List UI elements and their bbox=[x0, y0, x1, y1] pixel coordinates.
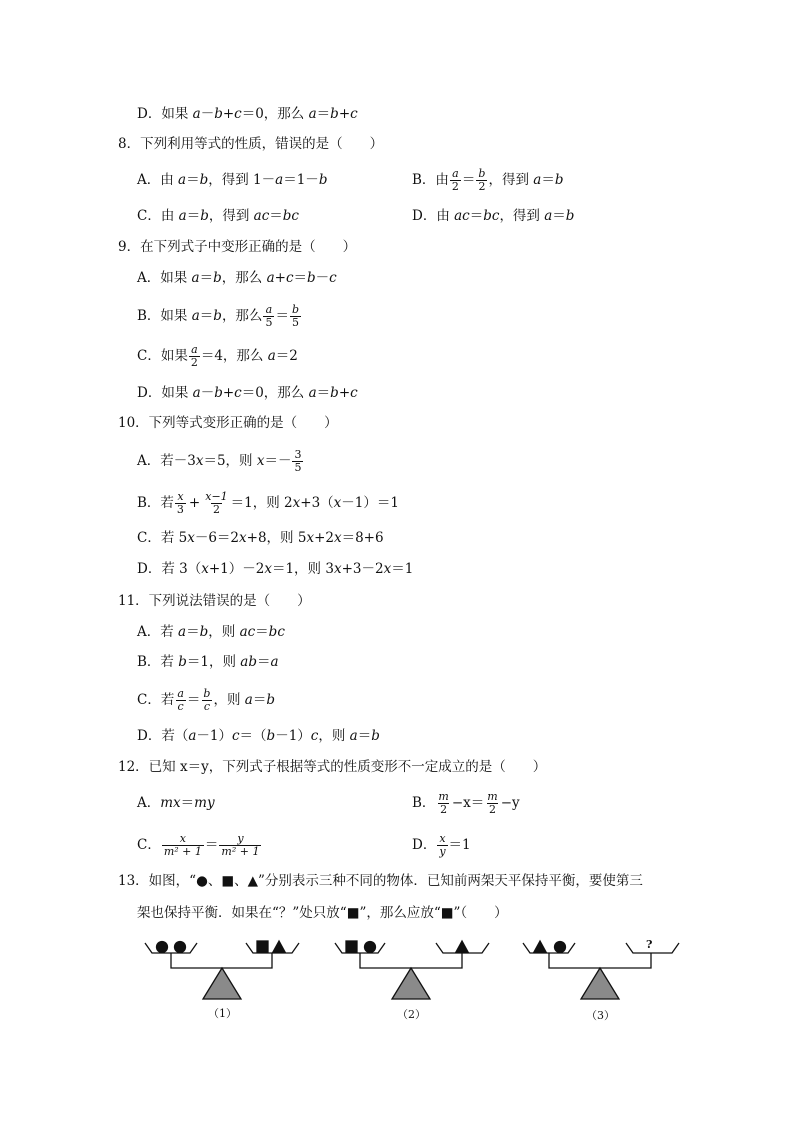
fulcrum bbox=[203, 968, 241, 999]
var: x bbox=[239, 530, 247, 546]
var: b bbox=[266, 728, 276, 744]
var: a bbox=[275, 172, 284, 188]
q10-stem bbox=[118, 413, 338, 433]
text: ＝ bbox=[199, 270, 214, 286]
left-pan bbox=[523, 943, 575, 953]
left-pan bbox=[335, 943, 385, 953]
q12-stem bbox=[118, 757, 546, 777]
text: ，得到 bbox=[499, 208, 540, 224]
var: c bbox=[350, 385, 358, 401]
question-text: 12．已知 x＝y，下列式子根据等式的性质变形不一定成立的是（ ） bbox=[118, 759, 547, 775]
text: ，得到 bbox=[208, 208, 250, 224]
balance-2 bbox=[335, 941, 489, 999]
var: x bbox=[292, 495, 301, 511]
text: B．若 bbox=[137, 654, 174, 670]
text: ＝ bbox=[552, 208, 566, 224]
denominator: 2 bbox=[478, 179, 486, 193]
var: c bbox=[234, 385, 242, 401]
fraction bbox=[175, 688, 186, 713]
q8-option-a[interactable] bbox=[137, 170, 327, 190]
q11-stem bbox=[118, 591, 311, 611]
fraction bbox=[485, 791, 499, 816]
q11-option-d[interactable] bbox=[137, 726, 380, 746]
text: ＝1，则 3 bbox=[271, 561, 334, 577]
denominator: 5 bbox=[265, 315, 273, 329]
text: － bbox=[315, 270, 330, 286]
q8-stem bbox=[118, 134, 383, 154]
text: ，那么 bbox=[221, 308, 263, 324]
denominator: m² + 1 bbox=[221, 844, 260, 858]
var: b bbox=[330, 106, 339, 122]
var: x bbox=[383, 561, 392, 577]
var: ac bbox=[454, 208, 470, 224]
var: a bbox=[191, 308, 200, 324]
fraction bbox=[436, 791, 450, 816]
text: ＝5，则 bbox=[203, 453, 253, 469]
text: ＝2 bbox=[275, 348, 298, 364]
var: a bbox=[192, 385, 201, 401]
text: +3－2 bbox=[341, 561, 384, 577]
var: mx bbox=[160, 795, 181, 811]
var: a bbox=[308, 385, 317, 401]
question-text: 10．下列等式变形正确的是（ ） bbox=[118, 415, 338, 431]
right-pan bbox=[246, 943, 299, 953]
text: －1） bbox=[275, 728, 311, 744]
q11-option-c[interactable] bbox=[137, 686, 275, 714]
q8-option-d[interactable] bbox=[412, 206, 574, 226]
text: + bbox=[274, 270, 286, 286]
beam bbox=[360, 953, 462, 968]
q7-option-d[interactable] bbox=[137, 104, 358, 124]
denominator: 5 bbox=[294, 460, 302, 474]
fraction bbox=[292, 449, 303, 474]
q12-option-b[interactable] bbox=[412, 789, 520, 817]
denominator: c bbox=[177, 699, 184, 713]
fulcrum bbox=[581, 968, 619, 999]
var: x bbox=[306, 530, 315, 546]
text: ，得到 1－ bbox=[208, 172, 276, 188]
text: ＝ bbox=[255, 624, 269, 640]
text: −y bbox=[500, 795, 520, 811]
numerator: a bbox=[191, 342, 198, 356]
text: ＝－ bbox=[264, 453, 292, 469]
text: ＝ bbox=[186, 692, 201, 708]
fraction bbox=[476, 168, 487, 193]
numerator: m bbox=[487, 789, 498, 803]
var: b bbox=[330, 385, 339, 401]
var: a bbox=[308, 106, 317, 122]
circle-object bbox=[175, 942, 186, 953]
q9-option-b[interactable] bbox=[137, 302, 302, 330]
var: b bbox=[266, 692, 275, 708]
denominator: 2 bbox=[451, 179, 459, 193]
text: ＝ bbox=[316, 106, 331, 122]
denominator: c bbox=[203, 699, 211, 713]
var: bc bbox=[483, 208, 500, 224]
numerator: x bbox=[177, 489, 184, 503]
text: ＝1－ bbox=[283, 172, 319, 188]
question-text: 8．下列利用等式的性质，错误的是（ ） bbox=[118, 136, 384, 152]
text: ＝ bbox=[269, 208, 283, 224]
fraction bbox=[290, 304, 301, 329]
text: －1）＝1 bbox=[341, 495, 399, 511]
var: c bbox=[350, 106, 358, 122]
denominator: 3 bbox=[176, 502, 184, 516]
text: ＝1，则 2 bbox=[230, 495, 293, 511]
text: C．如果 bbox=[137, 348, 188, 364]
q11-option-b[interactable] bbox=[137, 652, 279, 672]
text: −x＝ bbox=[451, 795, 485, 811]
numerator: b bbox=[291, 302, 299, 316]
var: b bbox=[565, 208, 575, 224]
text: D．由 bbox=[412, 208, 450, 224]
text: －1） bbox=[196, 728, 232, 744]
var: a bbox=[244, 692, 253, 708]
var: b bbox=[307, 270, 316, 286]
var: x bbox=[333, 530, 342, 546]
text: +8，则 5 bbox=[246, 530, 307, 546]
text: ，则 bbox=[318, 728, 346, 744]
var: b bbox=[199, 172, 209, 188]
text: ＝ bbox=[186, 624, 200, 640]
var: a bbox=[192, 106, 201, 122]
question-text: 13．如图，“●、■、▲”分别表示三种不同的物体．已知前两架天平保持平衡，要使第三 bbox=[118, 873, 643, 889]
text: ＝0，那么 bbox=[241, 106, 305, 122]
text: + bbox=[338, 106, 351, 122]
text: ＝ bbox=[275, 308, 289, 324]
var: bc bbox=[268, 624, 285, 640]
denominator: y bbox=[439, 844, 446, 858]
var: ac bbox=[253, 208, 270, 224]
var: a bbox=[349, 728, 358, 744]
q10-option-b[interactable] bbox=[137, 488, 399, 518]
denominator: 2 bbox=[190, 355, 198, 369]
var: a bbox=[270, 654, 279, 670]
q13-stem-line2 bbox=[137, 903, 508, 923]
numerator: b bbox=[203, 686, 211, 700]
numerator: y bbox=[237, 831, 244, 845]
fraction bbox=[219, 833, 261, 858]
fraction bbox=[175, 491, 186, 516]
beam bbox=[171, 953, 272, 968]
text: ＝ bbox=[293, 270, 307, 286]
text: ＝0，那么 bbox=[241, 385, 305, 401]
numerator: m bbox=[438, 789, 449, 803]
q9-option-a[interactable] bbox=[137, 268, 337, 288]
fraction bbox=[189, 344, 200, 369]
text: ＝ bbox=[316, 385, 331, 401]
text: C．由 bbox=[137, 208, 175, 224]
text: +3（ bbox=[300, 495, 334, 511]
text: ＝ bbox=[180, 795, 195, 811]
var: b bbox=[213, 270, 222, 286]
fraction bbox=[437, 833, 447, 858]
triangle-object bbox=[456, 941, 468, 952]
text: ＝（ bbox=[239, 728, 267, 744]
text: ，那么 bbox=[221, 270, 263, 286]
text: ，则 bbox=[208, 624, 236, 640]
right-pan bbox=[626, 943, 679, 953]
var: a bbox=[266, 270, 275, 286]
square-object bbox=[346, 941, 357, 952]
numerator: x bbox=[179, 831, 186, 845]
q10-option-c[interactable] bbox=[137, 528, 384, 548]
text: B．如果 bbox=[137, 308, 188, 324]
var: a bbox=[267, 348, 276, 364]
var: b bbox=[371, 728, 380, 744]
var: b bbox=[214, 106, 223, 122]
q9-option-c[interactable] bbox=[137, 342, 298, 370]
balance-figures bbox=[140, 935, 700, 1025]
text: ＝ bbox=[461, 172, 476, 188]
var: b bbox=[214, 385, 223, 401]
var: b bbox=[213, 308, 222, 324]
var: bc bbox=[282, 208, 299, 224]
text: B． bbox=[412, 795, 436, 811]
denominator: 2 bbox=[440, 802, 448, 816]
text: A．由 bbox=[137, 172, 174, 188]
var: x bbox=[333, 561, 342, 577]
var: a bbox=[178, 172, 187, 188]
numerator: b bbox=[478, 166, 486, 180]
text: ＝1 bbox=[391, 561, 414, 577]
var: x bbox=[187, 530, 195, 546]
question-mark-label: ? bbox=[646, 938, 653, 951]
numerator: x−1 bbox=[205, 489, 228, 503]
figure-label-3: （3） bbox=[586, 1009, 615, 1022]
triangle-object bbox=[273, 941, 285, 952]
var: ac bbox=[239, 624, 256, 640]
var: c bbox=[329, 270, 337, 286]
q8-option-b[interactable] bbox=[412, 166, 563, 194]
text: +2 bbox=[314, 530, 334, 546]
numerator: a bbox=[177, 686, 184, 700]
text: +1）－2 bbox=[208, 561, 265, 577]
triangle-object bbox=[534, 941, 546, 952]
q12-option-d[interactable] bbox=[412, 829, 471, 861]
var: c bbox=[310, 728, 319, 744]
var: a bbox=[544, 208, 553, 224]
denominator: m² + 1 bbox=[163, 844, 202, 858]
var: b bbox=[318, 172, 328, 188]
var: b bbox=[199, 624, 209, 640]
fraction bbox=[162, 833, 204, 858]
q10-option-a[interactable] bbox=[137, 446, 304, 476]
text: A．若－3 bbox=[137, 453, 196, 469]
text: A．若 bbox=[137, 624, 174, 640]
text: + bbox=[338, 385, 351, 401]
var: a bbox=[533, 172, 542, 188]
q10-option-d[interactable] bbox=[137, 559, 413, 579]
balance-3 bbox=[523, 941, 679, 999]
text: ＝4，那么 bbox=[200, 348, 264, 364]
var: x bbox=[333, 495, 342, 511]
text: ＝ bbox=[357, 728, 372, 744]
fraction bbox=[450, 168, 461, 193]
balance-1 bbox=[145, 941, 299, 999]
fraction bbox=[263, 304, 274, 329]
question-text: 11．下列说法错误的是（ ） bbox=[118, 593, 311, 609]
text: ，得到 bbox=[488, 172, 529, 188]
square-object bbox=[257, 941, 268, 952]
var: c bbox=[234, 106, 242, 122]
text: ＝ bbox=[469, 208, 484, 224]
var: a bbox=[178, 624, 187, 640]
denominator: 2 bbox=[489, 802, 497, 816]
text: A．如果 bbox=[137, 270, 188, 286]
question-text: 9．在下列式子中变形正确的是（ ） bbox=[118, 239, 357, 255]
var: x bbox=[264, 561, 272, 577]
q8-option-c[interactable] bbox=[137, 206, 299, 226]
text: ＝1，则 bbox=[186, 654, 236, 670]
text: ，则 bbox=[213, 692, 241, 708]
var: b bbox=[200, 208, 209, 224]
var: a bbox=[191, 270, 200, 286]
circle-object bbox=[157, 942, 168, 953]
var: x bbox=[201, 561, 209, 577]
text: D．如果 bbox=[137, 385, 189, 401]
text: ＝1 bbox=[448, 837, 471, 853]
question-text: 架也保持平衡．如果在“？”处只放“■”，那么应放“■”（ ） bbox=[137, 905, 508, 921]
text: ＝ bbox=[186, 208, 201, 224]
text: －6＝2 bbox=[194, 530, 240, 546]
var: b bbox=[554, 172, 564, 188]
q9-option-d[interactable] bbox=[137, 383, 358, 403]
text: C． bbox=[137, 837, 161, 853]
q11-option-a[interactable] bbox=[137, 622, 285, 642]
text: D． bbox=[412, 837, 437, 853]
var: ab bbox=[240, 654, 257, 670]
text: C．若 5 bbox=[137, 530, 188, 546]
circle-object bbox=[365, 942, 376, 953]
var: x bbox=[195, 453, 204, 469]
numerator: 3 bbox=[294, 447, 302, 461]
text: A． bbox=[137, 795, 161, 811]
q13-stem-line1 bbox=[118, 871, 643, 891]
text: B．由 bbox=[412, 172, 449, 188]
fraction bbox=[203, 491, 229, 516]
text: ＝ bbox=[541, 172, 555, 188]
text: ＝ bbox=[252, 692, 267, 708]
circle-object bbox=[555, 942, 566, 953]
text: ＝8+6 bbox=[341, 530, 384, 546]
numerator: a bbox=[452, 166, 459, 180]
var: c bbox=[285, 270, 294, 286]
text: + bbox=[188, 495, 201, 511]
denominator: 2 bbox=[212, 502, 220, 516]
beam bbox=[549, 953, 651, 968]
text: ＝ bbox=[199, 308, 214, 324]
text: D．若（ bbox=[137, 728, 189, 744]
text: － bbox=[200, 106, 215, 122]
left-pan bbox=[145, 943, 197, 953]
text: D．若 3（ bbox=[137, 561, 202, 577]
var: a bbox=[188, 728, 197, 744]
denominator: 5 bbox=[291, 315, 299, 329]
var: a bbox=[178, 208, 187, 224]
text: D．如果 bbox=[137, 106, 189, 122]
var: x bbox=[256, 453, 265, 469]
figure-label-2: （2） bbox=[397, 1008, 426, 1021]
fraction bbox=[201, 688, 212, 713]
text: B．若 bbox=[137, 495, 174, 511]
fulcrum bbox=[392, 968, 430, 999]
numerator: a bbox=[265, 302, 273, 316]
text: ＝ bbox=[186, 172, 200, 188]
var: c bbox=[231, 728, 240, 744]
numerator: x bbox=[439, 831, 446, 845]
var: b bbox=[178, 654, 187, 670]
var: my bbox=[194, 795, 215, 811]
text: － bbox=[200, 385, 215, 401]
text: C．若 bbox=[137, 692, 175, 708]
q9-stem bbox=[118, 237, 356, 257]
text: + bbox=[222, 385, 235, 401]
q12-option-a[interactable] bbox=[137, 793, 215, 813]
text: ＝ bbox=[256, 654, 271, 670]
text: + bbox=[222, 106, 235, 122]
text: ＝ bbox=[204, 837, 219, 853]
figure-label-1: （1） bbox=[208, 1007, 237, 1020]
q12-option-c[interactable] bbox=[137, 829, 262, 861]
